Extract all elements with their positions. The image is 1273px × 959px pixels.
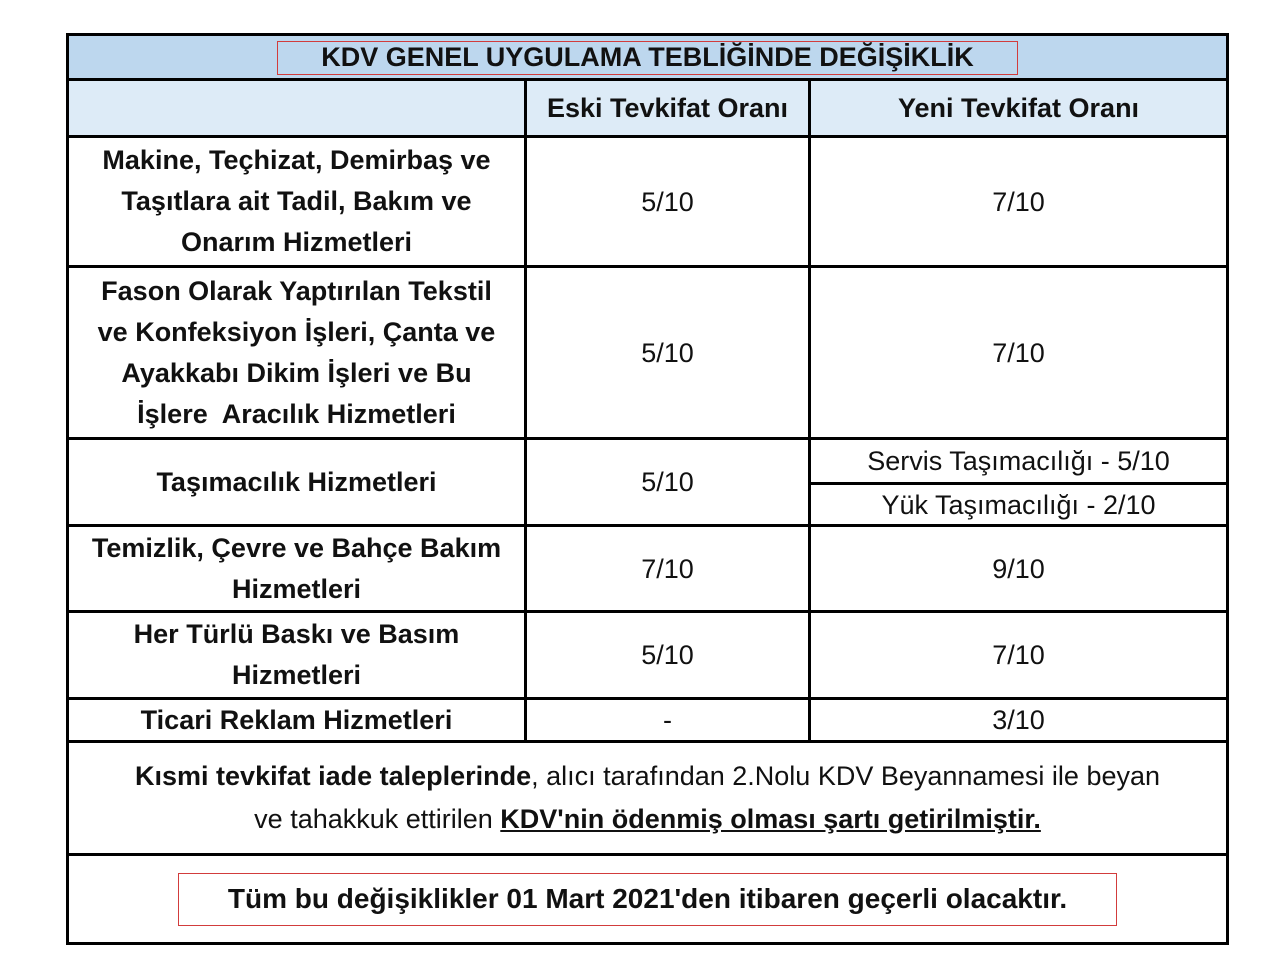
kdv-change-table bbox=[66, 33, 1229, 945]
service-cell bbox=[68, 526, 526, 612]
table-row bbox=[68, 267, 1228, 439]
old-rate-value: 5/10 bbox=[641, 640, 694, 670]
old-rate-value: 5/10 bbox=[641, 467, 694, 497]
service-line: Her Türlü Baskı ve Basım bbox=[133, 619, 460, 649]
old-rate-cell bbox=[526, 137, 810, 267]
header-old-rate: Eski Tevkifat Oranı bbox=[526, 80, 810, 137]
service-line: Temizlik, Çevre ve Bahçe Bakım bbox=[91, 532, 502, 563]
new-rate-value: 7/10 bbox=[992, 640, 1045, 670]
service-cell bbox=[68, 137, 526, 267]
new-rate-value: 7/10 bbox=[992, 186, 1045, 217]
table-row bbox=[68, 439, 1228, 484]
page-title: KDV GENEL UYGULAMA TEBLİĞİNDE DEĞİŞİKLİK bbox=[277, 41, 1018, 75]
service-line: İşlere Aracılık Hizmetleri bbox=[137, 398, 456, 429]
service-line: Taşımacılık Hizmetleri bbox=[156, 466, 437, 497]
new-rate-servis-cell bbox=[810, 439, 1228, 484]
note-cell bbox=[68, 742, 1228, 855]
new-rate-yuk-cell bbox=[810, 484, 1228, 526]
service-line: Ayakkabı Dikim İşleri ve Bu bbox=[121, 357, 472, 388]
new-rate-cell bbox=[810, 526, 1228, 612]
old-rate-cell bbox=[526, 267, 810, 439]
note-bold-lead: Kısmi tevkifat iade taleplerinde bbox=[135, 761, 532, 791]
note-line-1 bbox=[73, 755, 1222, 798]
service-line: Hizmetleri bbox=[231, 660, 362, 690]
footer-notice: Tüm bu değişiklikler 01 Mart 2021'den itibaren geçerli olacaktır. bbox=[178, 873, 1117, 926]
service-line: Fason Olarak Yaptırılan Tekstil bbox=[101, 275, 492, 306]
title-cell bbox=[68, 35, 1228, 80]
note-text: ve tahakkuk ettirilen bbox=[254, 804, 501, 834]
service-line: Hizmetleri bbox=[231, 573, 362, 604]
header-blank-cell bbox=[68, 80, 526, 137]
old-rate-value: 5/10 bbox=[641, 337, 694, 368]
service-line: Onarım Hizmetleri bbox=[180, 227, 413, 257]
table-row bbox=[68, 526, 1228, 612]
service-cell bbox=[68, 267, 526, 439]
service-cell bbox=[68, 612, 526, 699]
footer-row bbox=[68, 855, 1228, 944]
new-rate-cell bbox=[810, 699, 1228, 742]
old-rate-cell bbox=[526, 526, 810, 612]
table-row bbox=[68, 612, 1228, 699]
table-row bbox=[68, 137, 1228, 267]
note-line-2 bbox=[73, 798, 1222, 841]
old-rate-value: 5/10 bbox=[641, 186, 694, 217]
header-new-rate: Yeni Tevkifat Oranı bbox=[810, 80, 1228, 137]
old-rate-value: 7/10 bbox=[641, 553, 694, 584]
service-line: Ticari Reklam Hizmetleri bbox=[140, 705, 453, 735]
note-row bbox=[68, 742, 1228, 855]
new-rate-cell bbox=[810, 267, 1228, 439]
new-rate-value: 7/10 bbox=[992, 337, 1045, 368]
service-line: Makine, Teçhizat, Demirbaş ve bbox=[102, 145, 491, 175]
service-cell bbox=[68, 439, 526, 526]
header-row bbox=[68, 80, 1228, 137]
service-line: Taşıtlara ait Tadil, Bakım ve bbox=[121, 186, 472, 216]
new-rate-value: 3/10 bbox=[992, 705, 1045, 735]
table-row bbox=[68, 699, 1228, 742]
old-rate-cell bbox=[526, 699, 810, 742]
footer-cell bbox=[68, 855, 1228, 944]
title-row bbox=[68, 35, 1228, 80]
old-rate-cell bbox=[526, 612, 810, 699]
service-cell bbox=[68, 699, 526, 742]
new-rate-value: 9/10 bbox=[992, 553, 1045, 584]
new-rate-cell bbox=[810, 612, 1228, 699]
service-line: ve Konfeksiyon İşleri, Çanta ve bbox=[97, 316, 496, 347]
old-rate-cell bbox=[526, 439, 810, 526]
new-rate-value: Servis Taşımacılığı - 5/10 bbox=[867, 446, 1170, 476]
old-rate-value: - bbox=[663, 705, 672, 735]
new-rate-value: Yük Taşımacılığı - 2/10 bbox=[881, 489, 1156, 520]
note-text: , alıcı tarafından 2.Nolu KDV Beyannamesi ile beyan bbox=[531, 761, 1161, 791]
note-bold-underlined: KDV'nin ödenmiş olması şartı getirilmiştir. bbox=[500, 804, 1041, 834]
new-rate-cell bbox=[810, 137, 1228, 267]
